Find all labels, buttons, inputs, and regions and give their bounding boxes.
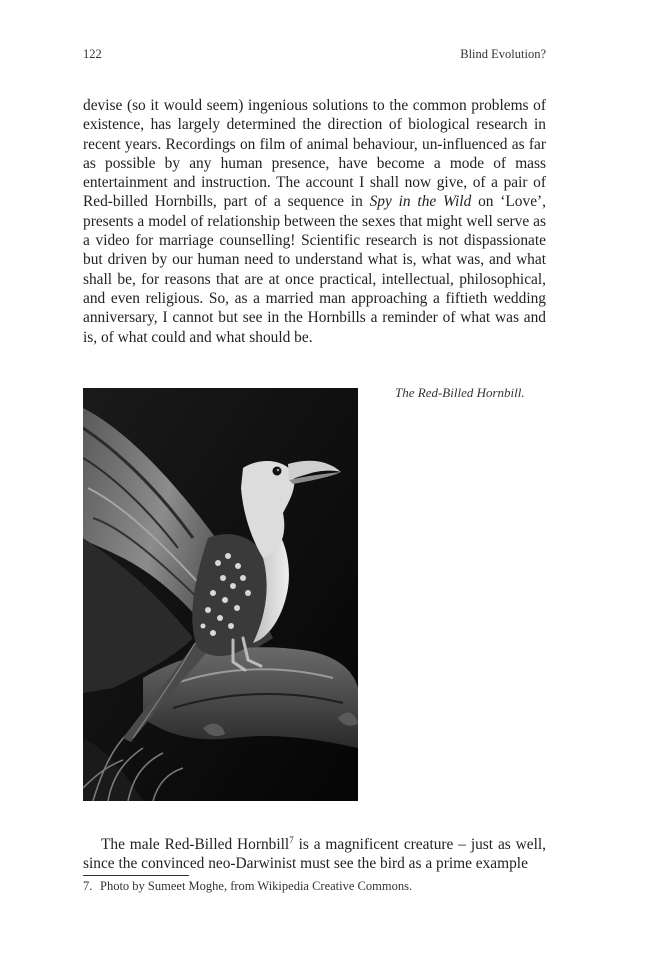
- program-title: Spy in the Wild: [369, 193, 472, 211]
- footnote-number: 7.: [83, 879, 93, 893]
- body-paragraph: [83, 96, 546, 347]
- running-head: [83, 47, 546, 62]
- running-title: Blind Evolution?: [460, 47, 546, 61]
- paragraph2-text-start: The male Red-Billed Hornbill: [101, 836, 290, 853]
- footnote-divider: [83, 875, 189, 876]
- hornbill-photo: [83, 388, 358, 801]
- figure-caption: The Red-Billed Hornbill.: [395, 385, 525, 400]
- footnote: [83, 879, 412, 894]
- page-number: 122: [83, 47, 102, 61]
- footnote-text: Photo by Sumeet Moghe, from Wikipedia Creative Commons.: [100, 879, 413, 893]
- body-paragraph-2: [83, 835, 546, 874]
- paragraph-text-start: devise (so it would seem) ingenious solutions to the common problems of existence, has largely determined the direction of biological research in recent years. Recordings on film of animal behaviour, un-influenced as far as possible by any human presence, have become a mode of mass entertainment and instruction. The account I shall now give, of a pair of Red-billed Hornbills, part of a sequence in: [83, 97, 546, 211]
- paragraph2-text-end: is a magnificent creature – just as well, since the convinced neo-Darwinist must see the bird as a prime example: [83, 836, 546, 873]
- footnote-reference[interactable]: 7: [289, 834, 294, 845]
- paragraph-text-end: on ‘Love’, presents a model of relationship between the sexes that might well serve as a video for marriage counselling! Scientific research is not dispassionate but driven by our human need to understand what is, what was, and what shall be, for reasons that are at once practical, intellectual, philosophical, and even religious. So, as a married man approaching a fiftieth wedding anniversary, I cannot but see in the Hornbills a reminder of what was and is, of what could and what should be.: [83, 193, 547, 346]
